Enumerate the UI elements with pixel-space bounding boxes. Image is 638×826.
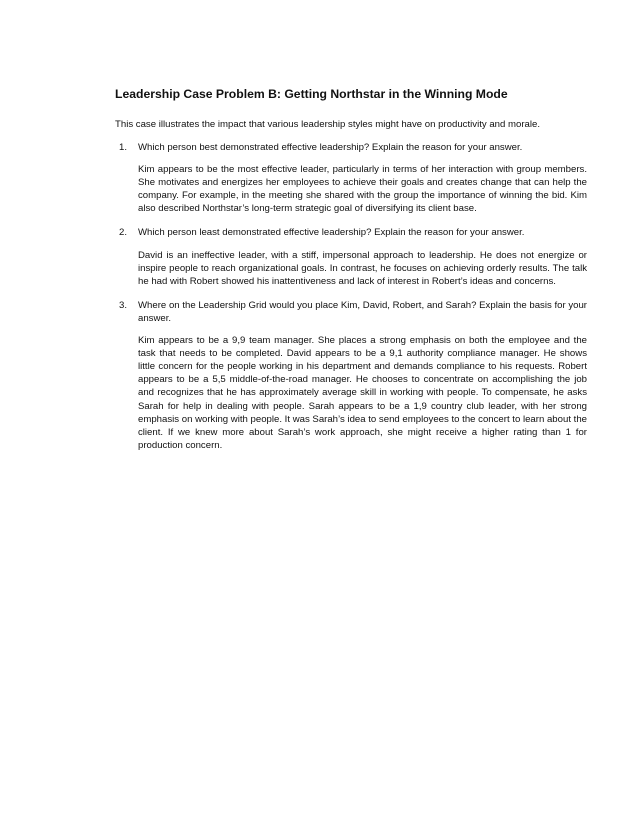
question-text: Which person least demonstrated effective leadership? Explain the reason for your answer. — [138, 227, 525, 239]
question-text: Where on the Leadership Grid would you place Kim, David, Robert, and Sarah? Explain the basis for your answer. — [138, 299, 587, 324]
question-list — [115, 141, 587, 452]
answer-text: Kim appears to be the most effective leader, particularly in terms of her interaction with group members. She motivates and energizes her employees to achieve their goals and creates change that can help the company. For example, in the meeting she shared with the group the importance of winning the bid. Kim also described Northstar’s long-term strategic goal of diversifying its client base. — [138, 164, 587, 215]
document-title: Leadership Case Problem B: Getting Northstar in the Winning Mode — [115, 87, 508, 101]
question-number: 1. — [119, 142, 128, 153]
question-item-3 — [115, 299, 587, 452]
question-item-2 — [115, 226, 587, 287]
question-item-1 — [115, 141, 587, 215]
question-number: 2. — [119, 227, 128, 239]
document-page — [115, 86, 587, 463]
question-number: 3. — [119, 299, 128, 311]
intro-paragraph: This case illustrates the impact that various leadership styles might have on productivity and morale. — [115, 119, 540, 130]
answer-text: Kim appears to be a 9,9 team manager. She places a strong emphasis on both the employee and the task that needs to be completed. David appears to be a 9,1 authority compliance manager. He shows little concern for the people working in his department and demands compliance to his requests. Robert appears to be a 5,5 middle-of-the-road manager. He chooses to concentrate on accomplishing the job and recognizes that he has approximately average skill in working with people. To compensate, he asks Sarah for help in dealing with people. Sarah appears to be a 1,9 country club leader, with her strong emphasis on working with people. It was Sarah’s idea to send employees to the concert to learn about the client. If we knew more about Sarah’s work approach, she might receive a higher rating than 1 for production concern. — [138, 335, 587, 451]
question-text: Which person best demonstrated effective leadership? Explain the reason for your answer. — [138, 142, 523, 153]
answer-text: David is an ineffective leader, with a stiff, impersonal approach to leadership. He does not energize or inspire people to reach organizational goals. In contrast, he focuses on achieving orderly results. The talk he had with Robert showed his inattentiveness and lack of interest in Robert’s ideas and concerns. — [138, 249, 587, 287]
